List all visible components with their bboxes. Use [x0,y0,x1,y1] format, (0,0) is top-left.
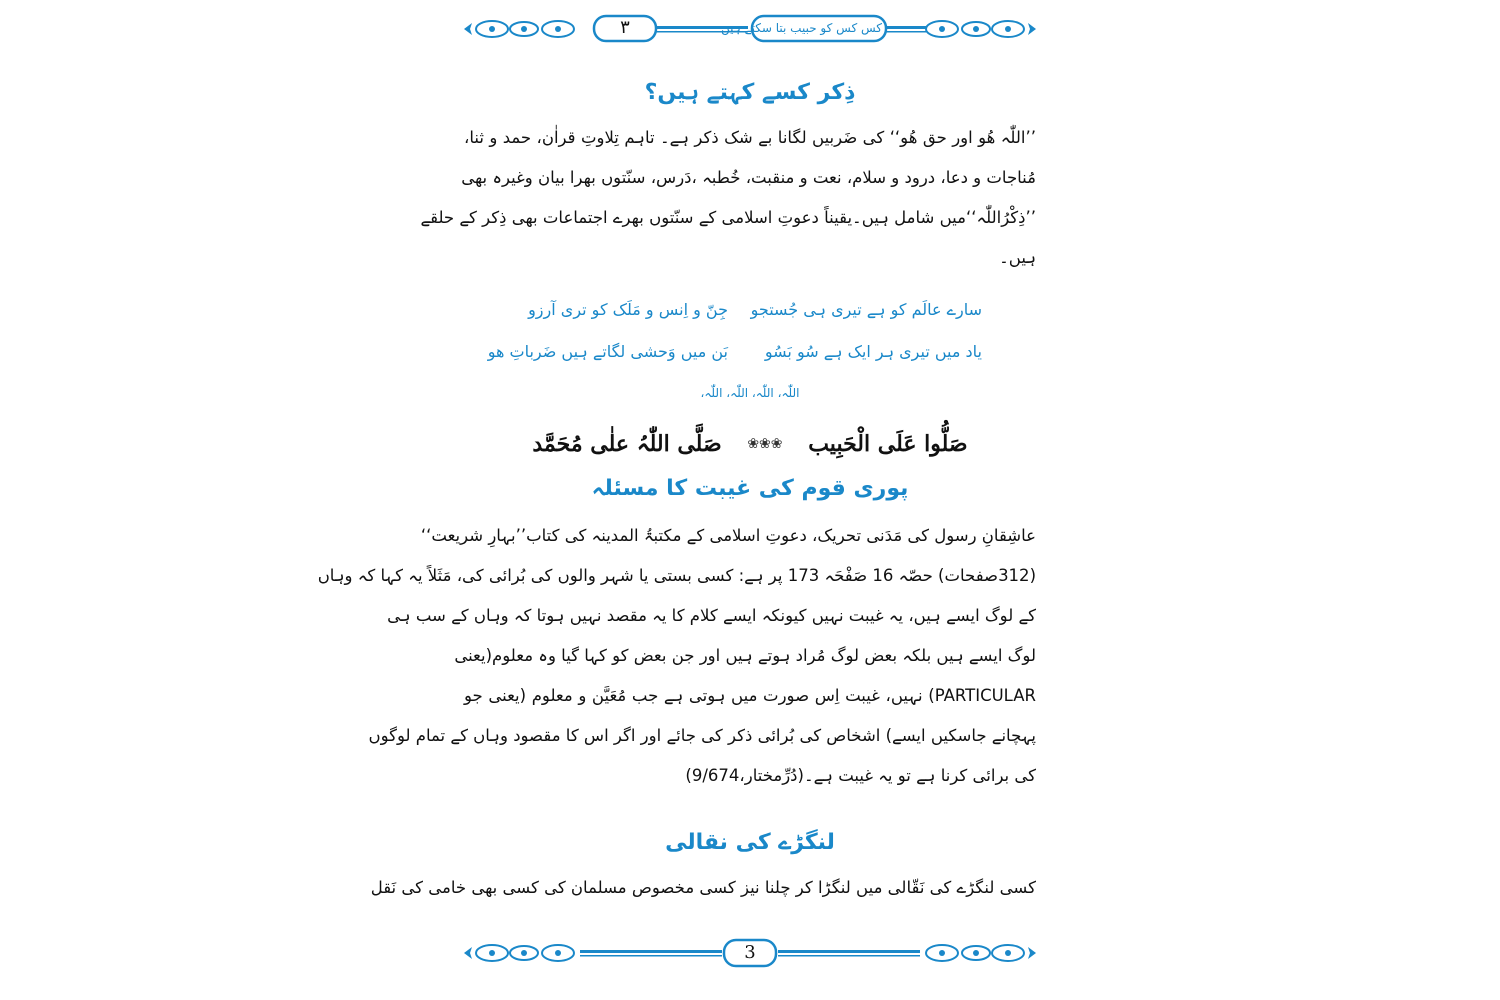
section-2-line: کی برائی کرنا ہے تو یہ غیبت ہے۔(دُرِّمختار،9/674) [685,766,1036,785]
section-1-line: ہیں۔ [999,248,1036,267]
verse-1-left: جِنّ و اِنس و مَلَک کو تری آرزو [528,300,728,319]
section-2-line: عاشِقانِ رسول کی مَدَنی تحریک، دعوتِ اسلامی کے مکتبۃُ المدینہ کی کتاب’’بہارِ شریعت‘‘ [420,526,1036,545]
salawat-left: صَلَّی اللّٰہُ علٰی مُحَمَّد [532,431,722,457]
section-1-line: مُناجات و دعا، درود و سلام، نعت و منقبت، خُطبہ ،دَرس، سنّتوں بھرا بیان وغیرہ بھی [461,168,1036,187]
flower-separator-icon: ❀❀❀ [747,436,783,452]
section-2-line: لوگ ایسے ہیں بلکہ بعض لوگ مُراد ہوتے ہیں اور جن بعض کو کہا گیا وہ معلوم(یعنی [454,646,1036,665]
book-page [317,12,1038,988]
header-page-number: ۳ [620,17,630,38]
section-2-line: PARTICULAR) نہیں، غیبت اِس صورت میں ہوتی ہے جب مُعَیَّن و معلوم (یعنی جو [464,686,1036,705]
section-3-title: لنگڑے کی نقالی [665,830,835,855]
salawat-right: صَلُّوا عَلَی الْحَبِیب [808,431,968,457]
section-2-body [317,516,1036,796]
header-book-title: کس کس کو حبیب بتا سکتے ہیں [720,21,882,35]
section-3-body [370,868,1036,908]
header-ornament [462,12,1038,46]
section-2-line: پہچانے جاسکیں ایسے) اشخاص کی بُرائی ذکر کی جائے اور اگر اس کا مقصود وہاں کے تمام لوگوں [368,726,1036,745]
salawat-line [462,430,1038,464]
section-1-title: ذِکر کسے کہتے ہیں؟ [644,80,856,105]
section-2-line: کے لوگ ایسے ہیں، یہ غیبت نہیں کیونکہ ایسے کلام کا یہ مقصد نہیں ہوتا کہ وہاں کے سب ہی [387,606,1036,625]
footer-page-number: 3 [744,942,756,963]
footer-ornament [462,936,1038,970]
allah-refrain: اللّٰہ، اللّٰہ، اللّٰہ، اللّٰہ، [700,386,800,400]
section-1-line: ’’ذِکْرُاللّٰہ‘‘میں شامل ہیں۔یقیناً دعوتِ اسلامی کے سنّتوں بھرے اجتماعات بھی ذِکر کے حلقے [420,208,1036,227]
verse-1-right: سارے عالَم کو ہے تیری ہی جُستجو [750,300,982,319]
section-2-line: (312صفحات) حصّہ 16 صَفْحَہ 173 پر ہے: کسی بستی یا شہر والوں کی بُرائی کی، مَثَلاً یہ کہا کہ وہاں [317,566,1036,585]
section-1-body [420,118,1036,278]
section-3-line: کسی لنگڑے کی نَقّالی میں لنگڑا کر چلنا نیز کسی مخصوص مسلمان کی کسی بھی خامی کی نَقل [370,878,1036,897]
verse-2-right: یاد میں تیری ہر ایک ہے سُو بَسُو [764,342,982,361]
section-2-title: پوری قوم کی غیبت کا مسئلہ [591,476,909,501]
section-1-line: ’’اللّٰہ ھُو اور حق ھُو‘‘ کی ضَربیں لگانا بے شک ذکر ہے۔ تاہم تِلاوتِ قراٰن، حمد و ثنا، [464,128,1036,147]
verse-2-left: بَن میں وَحشی لگاتے ہیں ضَرباتِ ھو [487,342,728,361]
